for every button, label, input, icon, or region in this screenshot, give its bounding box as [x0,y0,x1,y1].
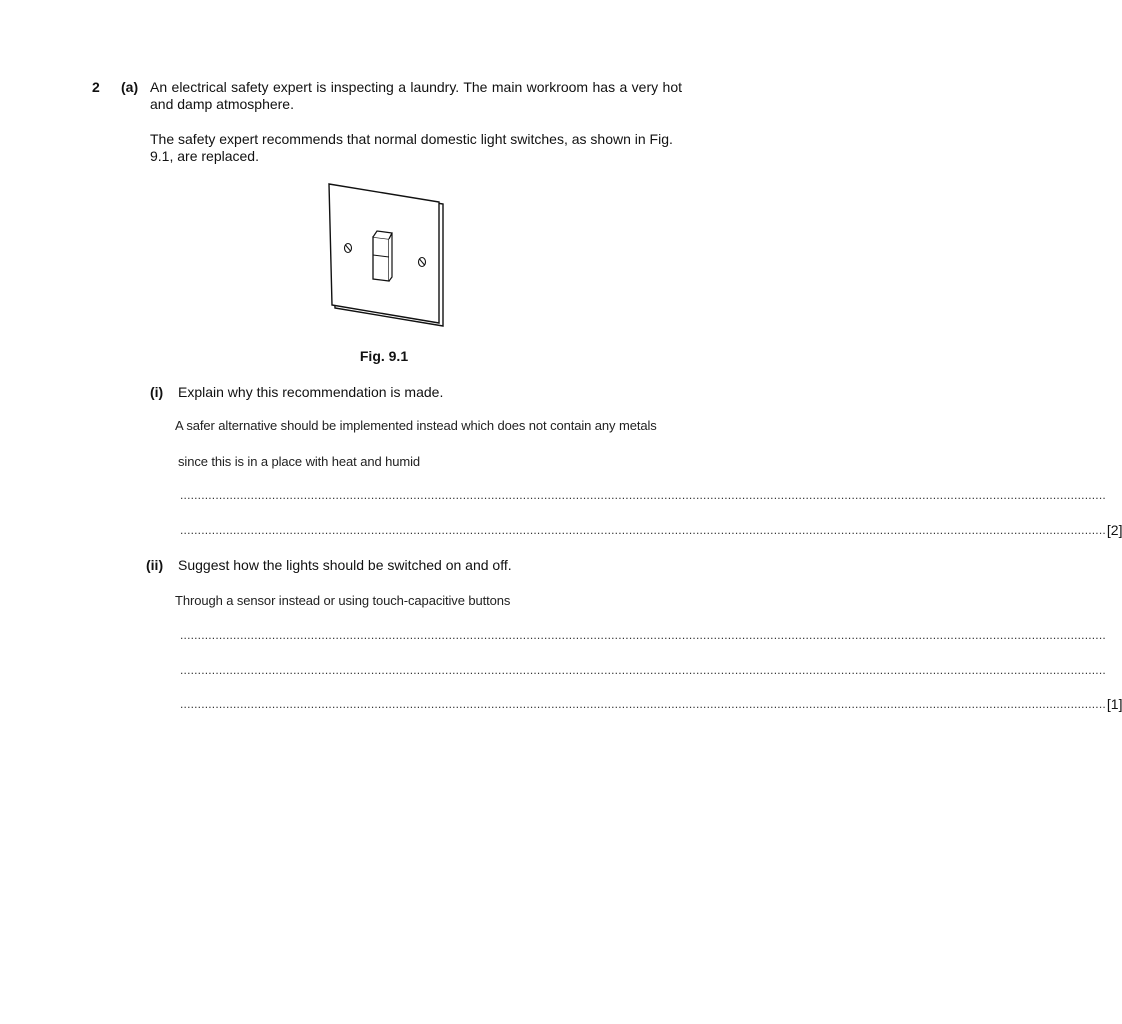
answer-i-line-2[interactable]: since this is in a place with heat and humid [178,454,421,469]
sub-question-ii-prompt: Suggest how the lights should be switched on and off. [178,557,512,573]
toggle-icon [373,231,392,281]
left-screw-icon [345,244,352,253]
answer-dotted-line[interactable]: ...................................................................................................................................................................................................................................................................... [180,663,1106,677]
marks-label: [2] [1106,522,1122,538]
answer-dotted-line-with-marks[interactable] [180,522,1122,538]
right-screw-icon [419,258,426,267]
answer-dotted-line[interactable]: ...................................................................................................................................................................................................................................................................... [180,488,1106,502]
question-intro: An electrical safety expert is inspecting a laundry. The main workroom has a very hot and damp atmosphere. [150,79,682,112]
sub-question-i-prompt: Explain why this recommendation is made. [178,384,444,400]
figure-caption: Fig. 9.1 [359,348,409,364]
part-label: (a) [121,79,139,95]
answer-i-line-1[interactable]: A safer alternative should be implemented instead which does not contain any metals [175,418,657,433]
answer-dotted-line: ...................................................................................................................................................................................................................................................................... [180,523,1106,537]
question-number: 2 [92,79,100,95]
sub-question-i-label: (i) [150,384,164,400]
sub-question-ii-label: (ii) [146,557,164,573]
marks-label: [1] [1106,696,1122,712]
answer-dotted-line-with-marks[interactable] [180,696,1122,712]
answer-dotted-line[interactable]: ...................................................................................................................................................................................................................................................................... [180,628,1106,642]
answer-dotted-line: ...................................................................................................................................................................................................................................................................... [180,697,1106,711]
answer-ii-line-1[interactable]: Through a sensor instead or using touch-capacitive buttons [175,593,511,608]
question-recommendation: The safety expert recommends that normal domestic light switches, as shown in Fig. 9.1, are replaced. [150,131,673,164]
light-switch-figure [325,180,450,335]
